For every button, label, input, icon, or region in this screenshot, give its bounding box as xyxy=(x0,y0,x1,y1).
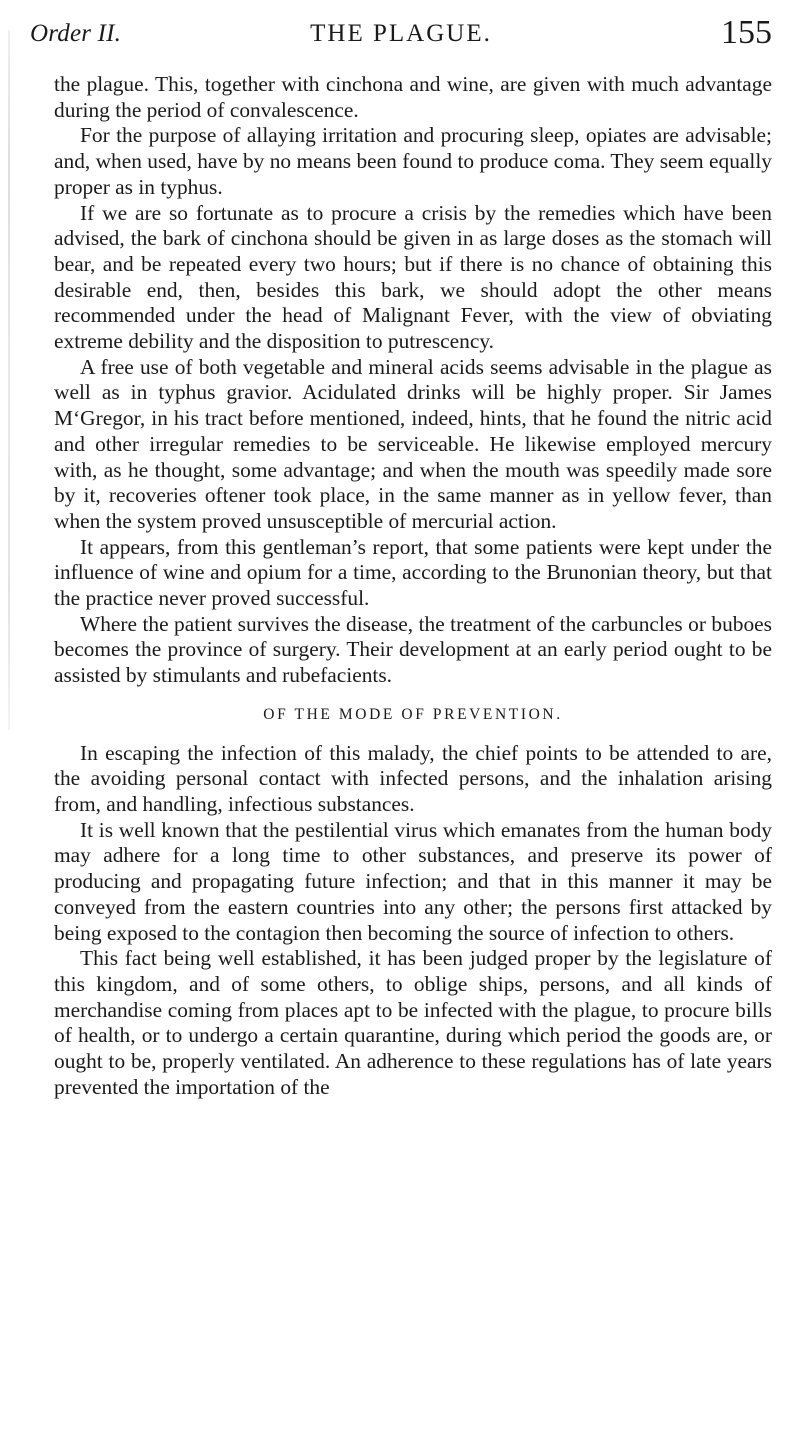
paragraph: This fact being well established, it has been judged proper by the legislature of this kingdom, and of some others, to oblige ships, persons, and all kinds of merchandise coming from places apt to be infected with the plague, to procure bills of health, or to undergo a certain quarantine, during which period the goods are, or ought to be, properly ventilated. An adherence to these regulations has of late years prevented the importation of the xyxy=(54,946,772,1099)
page-body xyxy=(54,72,772,1100)
running-header xyxy=(30,14,772,62)
paragraph: If we are so fortunate as to procure a crisis by the remedies which have been advised, the bark of cinchona should be given in as large doses as the stomach will bear, and be repeated every two hours; but if there is no chance of obtaining this desirable end, then, besides this bark, we should adopt the other means recommended under the head of Malignant Fever, with the view of obviating extreme debility and the disposition to putrescency. xyxy=(54,200,772,354)
page-edge-shadow xyxy=(8,30,10,730)
running-header-title: THE PLAGUE. xyxy=(310,20,492,47)
paragraph: the plague. This, together with cinchona and wine, are given with much advantage during the period of convalescence. xyxy=(54,72,772,122)
running-header-section: Order II. xyxy=(30,20,122,47)
paragraph: It is well known that the pestilential virus which emanates from the human body may adhere for a long time to other substances, and preserve its power of producing and propagating future infection; and that in this manner it may be conveyed from the eastern countries into any other; the persons first attacked by being exposed to the contagion then becoming the source of infection to others. xyxy=(54,817,772,945)
paragraph: A free use of both vegetable and mineral acids seems advisable in the plague as well as in typhus gravior. Acidulated drinks will be highly proper. Sir James M‘Gregor, in his tract before mentioned, indeed, hints, that he found the nitric acid and other irregular remedies to be serviceable. He likewise employed mercury with, as he thought, some advantage; and when the mouth was speedily made sore by it, recoveries oftener took place, in the same manner as in yellow fever, than when the system proved unsusceptible of mercurial action. xyxy=(54,354,772,533)
paragraph: In escaping the infection of this malady, the chief points to be attended to are, the avoiding personal contact with infected persons, and the inhalation arising from, and handling, infectious substances. xyxy=(54,740,772,816)
page-number: 155 xyxy=(721,14,772,51)
paragraph: Where the patient survives the disease, the treatment of the carbuncles or buboes becomes the province of surgery. Their development at an early period ought to be assisted by stimulants and rubefacients. xyxy=(54,611,772,688)
paragraph: It appears, from this gentleman’s report, that some patients were kept under the influence of wine and opium for a time, according to the Brunonian theory, but that the practice never proved successful. xyxy=(54,534,772,611)
paragraph: For the purpose of allaying irritation and procuring sleep, opiates are advisable; and, when used, have by no means been found to produce coma. They seem equally proper as in typhus. xyxy=(54,123,772,199)
section-heading: OF THE MODE OF PREVENTION. xyxy=(263,705,563,723)
